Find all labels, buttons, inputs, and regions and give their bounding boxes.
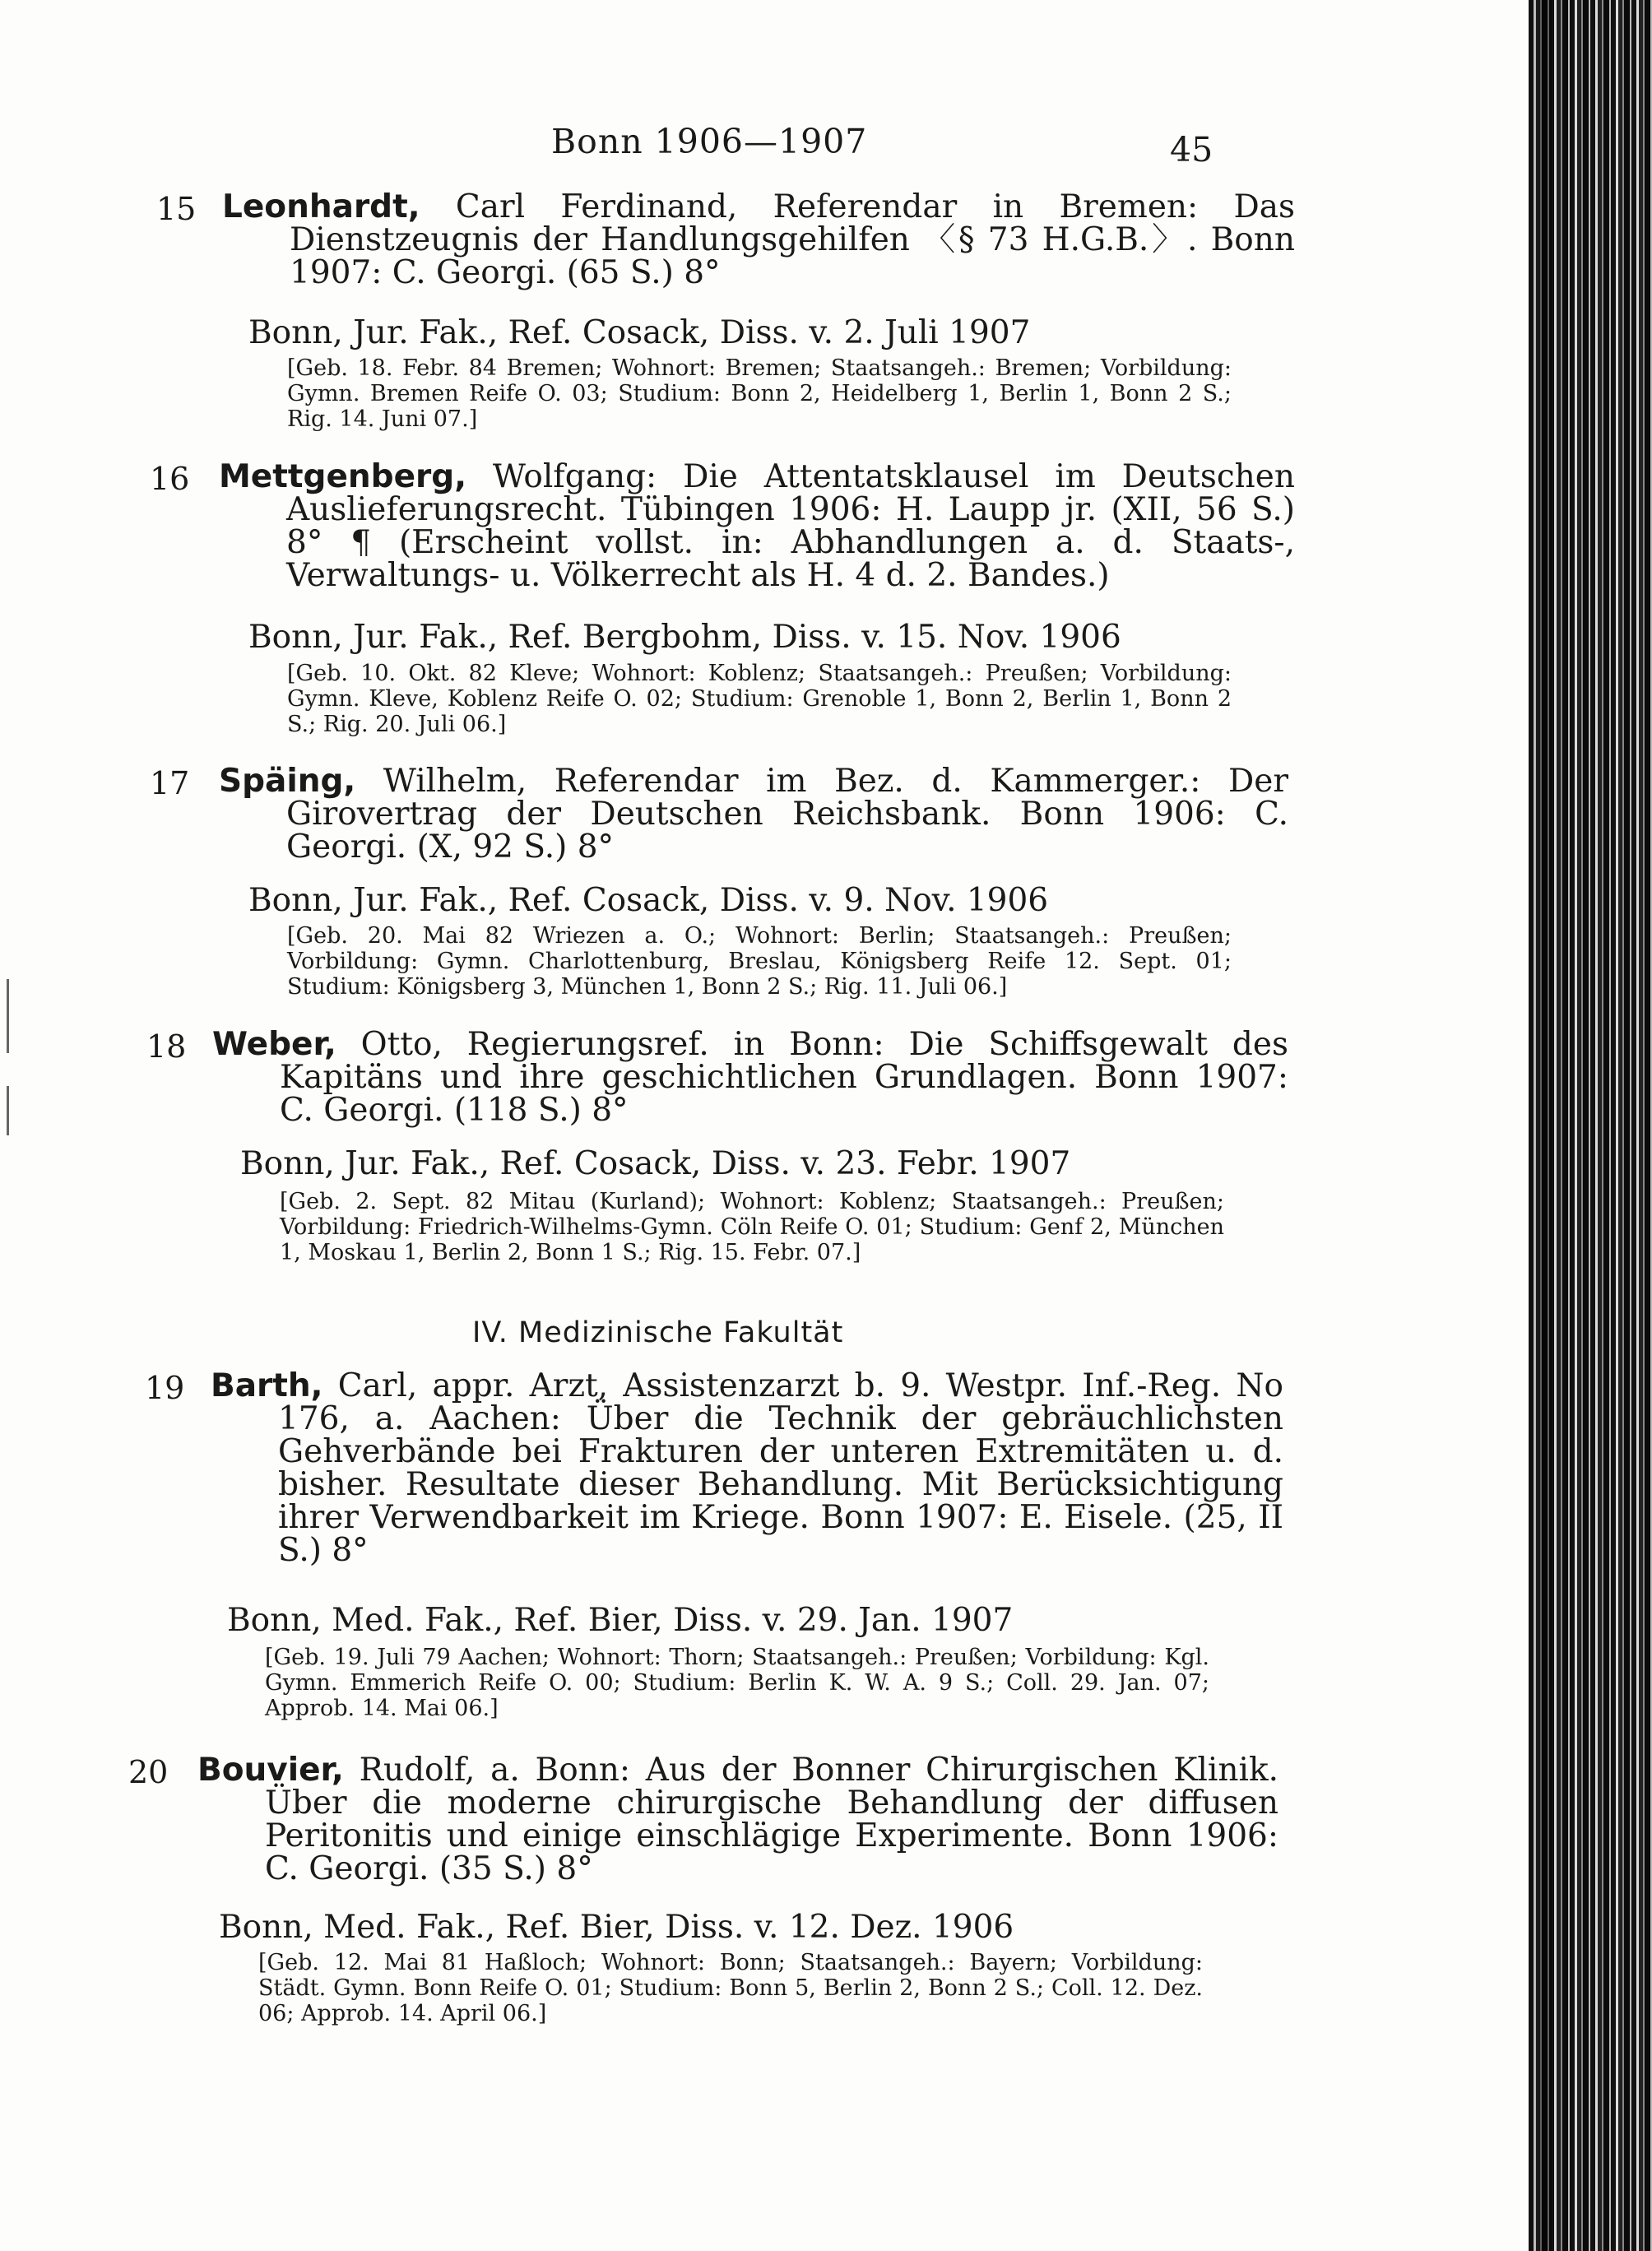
margin-mark [7,1086,9,1135]
title-text: Carl, appr. Arzt, Assistenzarzt b. 9. Westpr. Inf.-Reg. No 176, a. Aachen: Über die Technik der gebräuchlichsten Gehverbände bei Frakturen der unteren Extremitäten u. d. bisher. Resultate dieser Behandlung. Mit Berücksichtigung ihrer Verwendbarkeit im Kriege. Bonn 1907: E. Eisele. (25, II S.) 8° [278,1367,1283,1569]
entry-number: 16 [150,461,190,497]
title-text: Otto, Regierungsref. in Bonn: Die Schiffsgewalt des Kapitäns und ihre geschichtlichen Grundlagen. Bonn 1907: C. Georgi. (118 S.) 8° [280,1026,1288,1129]
entry-title [211,1367,1283,1569]
dissertation-line: Bonn, Jur. Fak., Ref. Cosack, Diss. v. 9. Nov. 1906 [248,882,1049,919]
running-title: Bonn 1906—1907 [551,122,868,161]
dissertation-line: Bonn, Jur. Fak., Ref. Cosack, Diss. v. 2. Juli 1907 [248,314,1031,351]
author-name: Späing, [219,763,356,800]
entry-number: 18 [146,1028,187,1065]
entry-number: 19 [145,1370,185,1406]
page-number: 45 [1170,130,1213,169]
entry-title [197,1754,1278,1886]
biography: [Geb. 19. Juli 79 Aachen; Wohnort: Thorn; Staatsangeh.: Preußen; Vorbildung: Kgl. Gymn. Emmerich Reife O. 00; Studium: Berlin K. W. A. 9 S.; Coll. 29. Jan. 07; Approb. 14. Mai 06.] [265,1645,1209,1721]
title-text: Rudolf, a. Bonn: Aus der Bonner Chirurgischen Klinik. Über die moderne chirurgische Behandlung der diffusen Peritonitis und einige einschlägige Experimente. Bonn 1906: C. Georgi. (35 S.) 8° [265,1752,1278,1887]
entry-title [222,188,1295,291]
entry-title [212,1028,1288,1127]
title-text: Wolfgang: Die Attentatsklausel im Deutschen Auslieferungsrecht. Tübingen 1906: H. Laupp jr. (XII, 56 S.) 8° ¶ (Erscheint vollst. in: Abhandlungen a. d. Staats-, Verwaltungs- u. Völkerrecht als H. 4 d. 2. Bandes.) [286,458,1295,594]
dissertation-line: Bonn, Jur. Fak., Ref. Bergbohm, Diss. v. 15. Nov. 1906 [248,619,1121,656]
biography: [Geb. 10. Okt. 82 Kleve; Wohnort: Koblenz; Staatsangeh.: Preußen; Vorbildung: Gymn. Kleve, Koblenz Reife O. 02; Studium: Grenoble 1, Bonn 2, Berlin 1, Bonn 2 S.; Rig. 20. Juli 06.] [287,661,1232,737]
running-head [0,122,1234,171]
margin-mark [7,979,9,1053]
biography: [Geb. 20. Mai 82 Wriezen a. O.; Wohnort: Berlin; Staatsangeh.: Preußen; Vorbildung: Gymn. Charlottenburg, Breslau, Königsberg Reife 12. Sept. 01; Studium: Königsberg 3, München 1, Bonn 2 S.; Rig. 11. Juli 06.] [287,923,1232,1000]
book-edge-shadow [1529,0,1552,2251]
author-name: Barth, [211,1367,323,1404]
author-name: Weber, [212,1026,336,1063]
author-name: Bouvier, [197,1752,344,1789]
author-name: Mettgenberg, [219,458,467,495]
entry-title [219,458,1295,594]
biography: [Geb. 12. Mai 81 Haßloch; Wohnort: Bonn; Staatsangeh.: Bayern; Vorbildung: Städt. Gymn. Bonn Reife O. 01; Studium: Bonn 5, Berlin 2, Bonn 2 S.; Coll. 12. Dez. 06; Approb. 14. April 06.] [258,1950,1203,2026]
entry-number: 17 [150,765,190,801]
author-name: Leonhardt, [222,188,420,225]
section-heading: IV. Medizinische Fakultät [472,1316,844,1349]
biography: [Geb. 2. Sept. 82 Mitau (Kurland); Wohnort: Koblenz; Staatsangeh.: Preußen; Vorbildung: Friedrich-Wilhelms-Gymn. Cöln Reife O. 01; Studium: Genf 2, München 1, Moskau 1, Berlin 2, Bonn 1 S.; Rig. 15. Febr. 07.] [280,1189,1224,1265]
dissertation-line: Bonn, Med. Fak., Ref. Bier, Diss. v. 12. Dez. 1906 [219,1909,1014,1946]
entry-number: 15 [156,191,197,227]
entry-number: 20 [128,1754,169,1790]
biography: [Geb. 18. Febr. 84 Bremen; Wohnort: Bremen; Staatsangeh.: Bremen; Vorbildung: Gymn. Bremen Reife O. 03; Studium: Bonn 2, Heidelberg 1, Berlin 1, Bonn 2 S.; Rig. 14. Juni 07.] [287,355,1232,432]
title-text: Carl Ferdinand, Referendar in Bremen: Das Dienstzeugnis der Handlungsgehilfen 〈§ 73 H.G.B.〉. Bonn 1907: C. Georgi. (65 S.) 8° [290,188,1295,291]
dissertation-line: Bonn, Jur. Fak., Ref. Cosack, Diss. v. 23. Febr. 1907 [240,1145,1071,1182]
entry-title [219,765,1288,864]
dissertation-line: Bonn, Med. Fak., Ref. Bier, Diss. v. 29. Jan. 1907 [227,1602,1014,1639]
title-text: Wilhelm, Referendar im Bez. d. Kammerger.: Der Girovertrag der Deutschen Reichsbank. Bonn 1906: C. Georgi. (X, 92 S.) 8° [286,763,1288,866]
